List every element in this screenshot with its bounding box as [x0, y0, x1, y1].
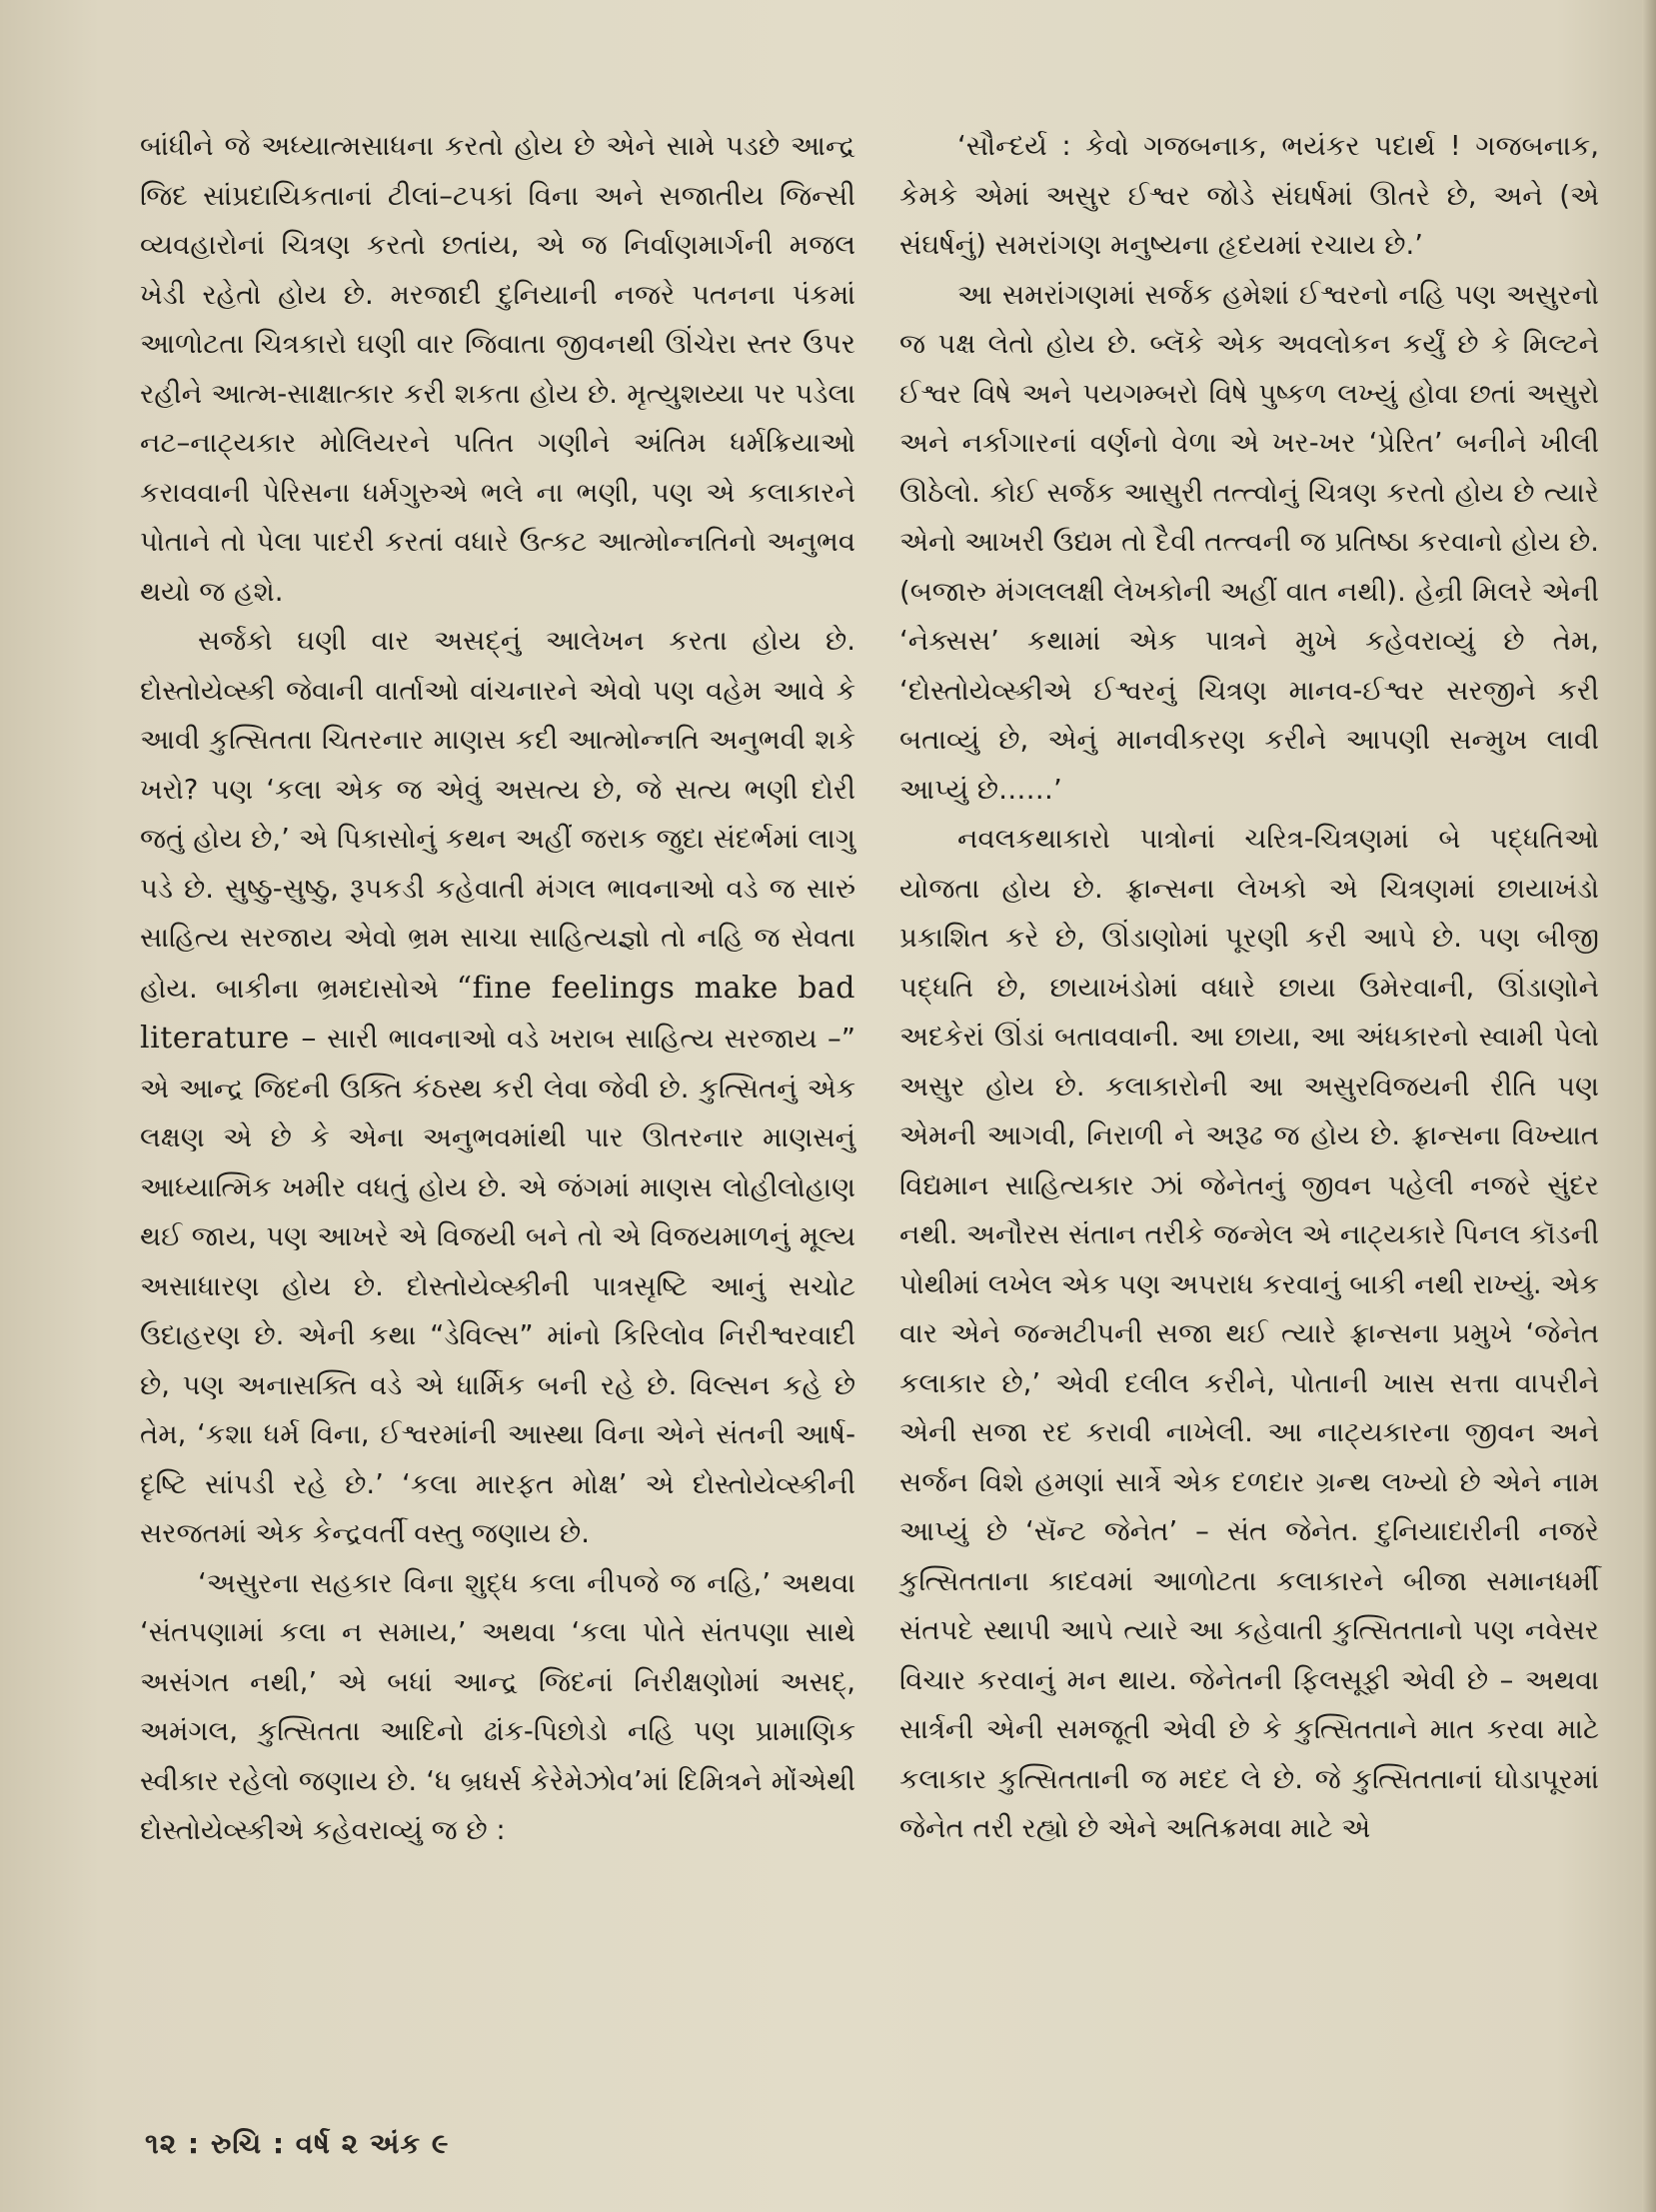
right-column	[899, 122, 1599, 1854]
left-paragraph-2-text-before: સર્જકો ઘણી વાર અસદ્‌નું આલેખન કરતા હોય છે. દોસ્તોયેવ્સ્કી જેવાની વાર્તાઓ વાંચનારને એવો પણ વહેમ આવે કે આવી કુત્સિતતા ચિતરનાર માણસ કદી આત્મોન્નતિ અનુભવી શકે ખરો? પણ ‘કલા એક જ એવું અસત્ય છે, જે સત્ય ભણી દોરી જતું હોય છે,’ એ પિકાસોનું કથન અહીં જરાક જુદા સંદર્ભમાં લાગુ પડે છે. સુષ્ઠુ-સુષ્ઠુ, રૂપકડી કહેવાતી મંગલ ભાવનાઓ વડે જ સારું સાહિત્ય સરજાય એવો ભ્રમ સાચા સાહિત્યજ્ઞો તો નહિ જ સેવતા હોય. બાકીના ભ્રમદાસોએ	[140, 625, 855, 1005]
left-paragraph-3: ‘અસુરના સહકાર વિના શુદ્ધ કલા નીપજે જ નહિ,’ અથવા ‘સંતપણામાં કલા ન સમાય,’ અથવા ‘કલા પોતે સંતપણા સાથે અસંગત નથી,’ એ બધાં આન્દ્ર જિદનાં નિરીક્ષણોમાં અસદ્‌, અમંગલ, કુત્સિતતા આદિનો ઢાંક-પિછોડો નહિ પણ પ્રામાણિક સ્વીકાર રહેલો જણાય છે. ‘ધ બ્રધર્સ કેરેમેઝોવ’માં દિમિત્રને મોંએથી દોસ્તોયેવ્સ્કીએ કહેવરાવ્યું જ છે :	[140, 1566, 855, 1846]
page-edge	[1642, 0, 1656, 2212]
right-paragraph-1-quote: ‘સૌન્દર્ય : કેવો ગજબનાક, ભયંકર પદાર્થ ! ગજબનાક, કેમકે એમાં અસુર ઈશ્વર જોડે સંઘર્ષમાં ઊતરે છે, અને (એ સંઘર્ષનું) સમરાંગણ મનુષ્યના હૃદયમાં રચાય છે.’	[899, 130, 1599, 261]
right-paragraph-2: આ સમરાંગણમાં સર્જક હમેશાં ઈશ્વરનો નહિ પણ અસુરનો જ પક્ષ લેતો હોય છે. બ્લૅકે એક અવલોકન કર્યું છે કે મિલ્ટને ઈશ્વર વિષે અને પયગમ્બરો વિષે પુષ્કળ લખ્યું હોવા છતાં અસુરો અને નર્કાગારનાં વર્ણનો વેળા એ ખર-ખર ‘પ્રેરિત’ બનીને ખીલી ઊઠેલો. કોઈ સર્જક આસુરી તત્ત્વોનું ચિત્રણ કરતો હોય છે ત્યારે એનો આખરી ઉદ્યમ તો દૈવી તત્ત્વની જ પ્રતિષ્ઠા કરવાનો હોય છે. (બજારુ મંગલલક્ષી લેખકોની અહીં વાત નથી). હેન્રી મિલરે એની ‘નેક્સસ’ કથામાં એક પાત્રને મુખે કહેવરાવ્યું છે તેમ, ‘દોસ્તોયેવ્સ્કીએ ઈશ્વરનું ચિત્રણ માનવ-ઈશ્વર સરજીને કરી બતાવ્યું છે, એનું માનવીકરણ કરીને આપણી સન્મુખ લાવી આપ્યું છે……’	[899, 278, 1599, 806]
left-paragraph-1: બાંધીને જે અધ્યાત્મસાધના કરતો હોય છે એને સામે પડછે આન્દ્ર જિદ સાંપ્રદાયિકતાનાં ટીલાં–ટપકાં વિના અને સજાતીય જિન્સી વ્યવહારોનાં ચિત્રણ કરતો છતાંય, એ જ નિર્વાણમાર્ગની મજલ ખેડી રહેતો હોય છે. મરજાદી દુનિયાની નજરે પતનના પંકમાં આળોટતા ચિત્રકારો ઘણી વાર જિવાતા જીવનથી ઊંચેરા સ્તર ઉપર રહીને આત્મ-સાક્ષાત્કાર કરી શકતા હોય છે. મૃત્યુશય્યા પર પડેલા નટ–નાટ્યકાર મોલિયરને પતિત ગણીને અંતિમ ધર્મક્રિયાઓ કરાવવાની પેરિસના ધર્મગુરુએ ભલે ના ભણી, પણ એ કલાકારને પોતાને તો પેલા પાદરી કરતાં વધારે ઉત્કટ આત્મોન્નતિનો અનુભવ થયો જ હશે.	[140, 130, 855, 608]
left-column	[140, 122, 855, 1856]
left-paragraph-2	[140, 617, 855, 1559]
english-quote: “fine feelings make bad literature –	[140, 970, 856, 1056]
right-paragraph-3: નવલકથાકારો પાત્રોનાં ચરિત્ર-ચિત્રણમાં બે પદ્ધતિઓ યોજતા હોય છે. ફ્રાન્સના લેખકો એ ચિત્રણમાં છાયાખંડો પ્રકાશિત કરે છે, ઊંડાણોમાં પૂરણી કરી આપે છે. પણ બીજી પદ્ધતિ છે, છાયાખંડોમાં વધારે છાયા ઉમેરવાની, ઊંડાણોને અદકેરાં ઊંડાં બતાવવાની. આ છાયા, આ અંધકારનો સ્વામી પેલો અસુર હોય છે. કલાકારોની આ અસુરવિજયની રીતિ પણ એમની આગવી, નિરાળી ને અરૂઢ જ હોય છે. ફ્રાન્સના વિખ્યાત વિદ્યમાન સાહિત્યકાર ઝાં જેનેતનું જીવન પહેલી નજરે સુંદર નથી. અનૌરસ સંતાન તરીકે જન્મેલ એ નાટ્યકારે પિનલ કૉડની પોથીમાં લખેલ એક પણ અપરાધ કરવાનું બાકી નથી રાખ્યું. એક વાર એને જન્મટીપની સજા થઈ ત્યારે ફ્રાન્સના પ્રમુખે ‘જેનેત કલાકાર છે,’ એવી દલીલ કરીને, પોતાની ખાસ સત્તા વાપરીને એની સજા રદ કરાવી નાખેલી. આ નાટ્યકારના જીવન અને સર્જન વિશે હમણાં સાર્ત્રે એક દળદાર ગ્રન્થ લખ્યો છે એને નામ આપ્યું છે ‘સૅન્ટ જેનેત’ – સંત જેનેત. દુનિયાદારીની નજરે કુત્સિતતાના કાદવમાં આળોટતા કલાકારને બીજા સમાનધર્મી સંતપદે સ્થાપી આપે ત્યારે આ કહેવાતી કુત્સિતતાનો પણ નવેસર વિચાર કરવાનું મન થાય. જેનેતની ફિલસૂફી એવી છે – અથવા સાર્ત્રની એની સમજૂતી એવી છે કે કુત્સિતતાને માત કરવા માટે કલાકાર કુત્સિતતાની જ મદદ લે છે. જે કુત્સિતતાનાં ઘોડાપૂરમાં જેનેત તરી રહ્યો છે એને અતિક્રમવા માટે એ	[899, 823, 1599, 1844]
left-paragraph-2-text-after: સારી ભાવનાઓ વડે ખરાબ સાહિત્ય સરજાય –” એ આન્દ્ર જિદની ઉક્તિ કંઠસ્થ કરી લેવા જેવી છે. કુત્સિતનું એક લક્ષણ એ છે કે એના અનુભવમાંથી પાર ઊતરનાર માણસનું આધ્યાત્મિક ખમીર વધતું હોય છે. એ જંગમાં માણસ લોહીલોહાણ થઈ જાય, પણ આખરે એ વિજયી બને તો એ વિજયમાળનું મૂલ્ય અસાધારણ હોય છે. દોસ્તોયેવ્સ્કીની પાત્રસૃષ્ટિ આનું સચોટ ઉદાહરણ છે. એની કથા “ડેવિલ્સ” માંનો કિરિલોવ નિરીશ્વરવાદી છે, પણ અનાસક્તિ વડે એ ધાર્મિક બની રહે છે. વિલ્સન કહે છે તેમ, ‘કશા ધર્મ વિના, ઈશ્વરમાંની આસ્થા વિના એને સંતની આર્ષ-દૃષ્ટિ સાંપડી રહે છે.’ ‘કલા મારફત મોક્ષ’ એ દોસ્તોયેવ્સ્કીની સરજતમાં એક કેન્દ્રવર્તી વસ્તુ જણાય છે.	[140, 1023, 856, 1549]
page-footer: ૧૨ : રુચિ : વર્ષ ૨ અંક ૯	[145, 2127, 450, 2160]
